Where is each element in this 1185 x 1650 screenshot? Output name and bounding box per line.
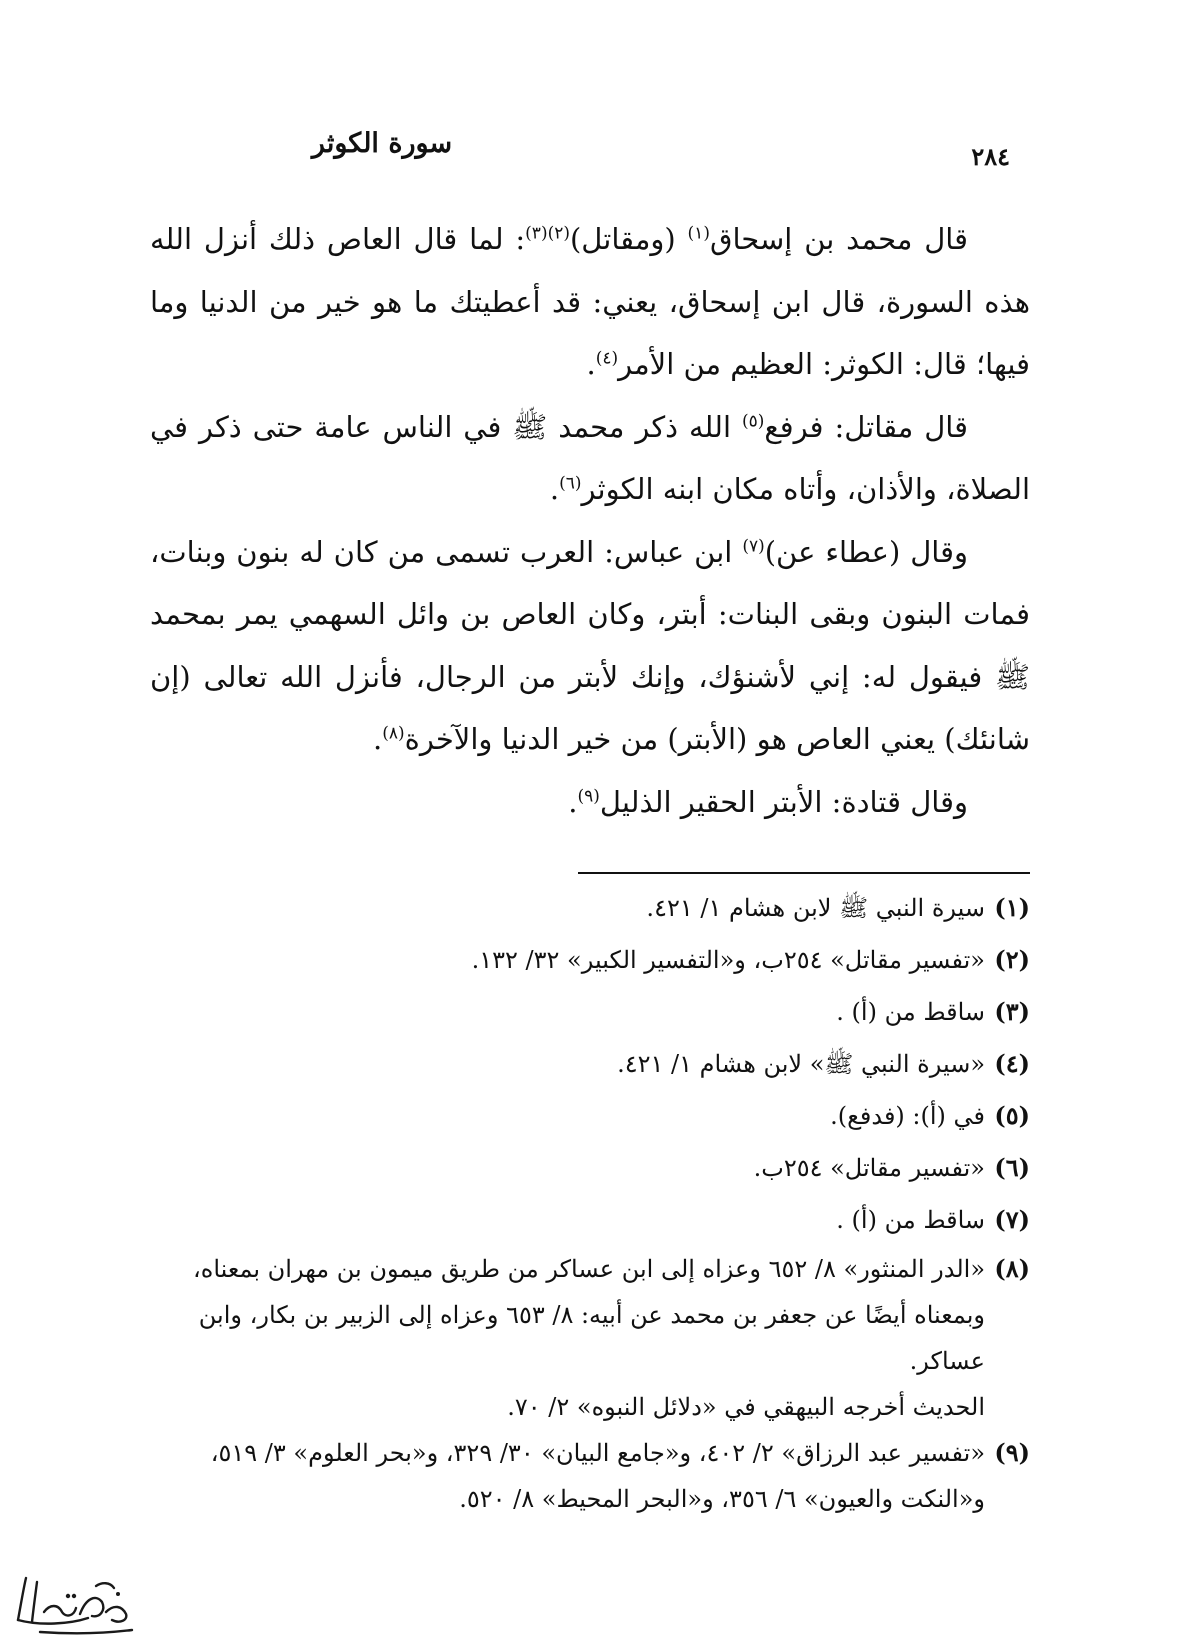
footnote-3 xyxy=(145,986,1030,1038)
footnote-number: (٩) xyxy=(994,1438,1030,1467)
paragraph-4-text-a: وقال قتادة: الأبتر الحقير الذليل xyxy=(599,784,968,819)
footnote-ref-6: (٦) xyxy=(559,473,582,494)
footnote-text: «تفسير مقاتل» ٢٥٤ب، و«التفسير الكبير» ٣٢/ ١٣٢. xyxy=(471,946,985,974)
footnote-8-continuation: الحديث أخرجه البيهقي في «دلائل النبوه» ٢/ ٧٠. xyxy=(507,1393,985,1421)
footnote-text: «الدر المنثور» ٨/ ٦٥٢ وعزاه إلى ابن عساكر من طريق ميمون بن مهران بمعناه، وبمعناه أيضًا عن جعفر بن محمد عن أبيه: ٨/ ٦٥٣ وعزاه إلى الزبير بن بكار، وابن عساكر. xyxy=(193,1255,985,1375)
paragraph-3-text-a: وقال (عطاء عن) xyxy=(764,534,968,569)
footnote-ref-2-3: (٢)(٣) xyxy=(525,223,570,244)
paragraph-3-text-b: ابن عباس: العرب تسمى من كان له بنون وبنات، فمات البنون وبقى البنات: أبتر، وكان العاص بن وائل السهمي يمر بمحمد ﷺ فيقول له: إني لأشنؤك، وإنك لأبتر من الرجال، فأنزل الله تعالى (إن شانئك) يعني العاص هو (الأبتر) من خير الدنيا والآخرة xyxy=(150,534,1030,756)
footnote-9 xyxy=(145,1430,1030,1522)
footnote-text: سيرة النبي ﷺ لابن هشام ١/ ٤٢١. xyxy=(646,894,985,922)
footnote-8 xyxy=(145,1246,1030,1384)
footnote-ref-9: (٩) xyxy=(577,785,600,806)
footnote-ref-7: (٧) xyxy=(742,535,765,556)
paragraph-3-text-c: . xyxy=(373,722,383,756)
footnote-ref-1: (١) xyxy=(687,223,710,244)
footnote-number: (٣) xyxy=(994,997,1030,1026)
footnote-text: ساقط من (أ) . xyxy=(836,998,985,1026)
footnote-text: «تفسير مقاتل» ٢٥٤ب. xyxy=(753,1154,985,1182)
footnote-ref-5: (٥) xyxy=(741,410,765,431)
paragraph-1-text-d: . xyxy=(586,347,596,381)
footnote-number: (٢) xyxy=(994,945,1030,974)
paragraph-1-text-a: قال محمد بن إسحاق xyxy=(709,222,969,256)
paragraph-1 xyxy=(150,208,1030,396)
footnote-text: «تفسير عبد الرزاق» ٢/ ٤٠٢، و«جامع البيان» ٣٠/ ٣٢٩، و«بحر العلوم» ٣/ ٥١٩، و«النكت والعيون» ٦/ ٣٥٦، و«البحر المحيط» ٨/ ٥٢٠. xyxy=(210,1439,985,1513)
paragraph-1-text-c: : لما قال العاص ذلك أنزل الله هذه السورة، قال ابن إسحاق، يعني: قد أعطيتك ما هو خير من الدنيا وما فيها؛ قال: الكوثر: العظيم من الأمر xyxy=(150,222,1030,381)
paragraph-2-text-a: قال مقاتل: فرفع xyxy=(764,409,968,444)
paragraph-3 xyxy=(150,521,1030,771)
paragraph-1-text-b: (ومقاتل) xyxy=(569,222,688,256)
paragraph-4-text-b: . xyxy=(568,784,578,819)
main-text xyxy=(150,208,1030,833)
footnote-1 xyxy=(145,882,1030,934)
publisher-seal-logo xyxy=(10,1568,140,1640)
footnote-5 xyxy=(145,1090,1030,1142)
footnote-number: (٨) xyxy=(994,1254,1030,1283)
paragraph-2-text-c: . xyxy=(549,472,560,506)
footnote-number: (١) xyxy=(994,893,1030,922)
footnote-2 xyxy=(145,934,1030,986)
footnote-number: (٥) xyxy=(994,1101,1030,1130)
paragraph-2-text-b: الله ذكر محمد ﷺ في الناس عامة حتى ذكر في الصلاة، والأذان، وأتاه مكان ابنه الكوثر xyxy=(150,409,1030,506)
footnote-ref-8: (٨) xyxy=(382,723,405,744)
paragraph-2 xyxy=(150,396,1030,521)
page-number: ٢٨٤ xyxy=(971,142,1010,171)
footnote-7 xyxy=(145,1194,1030,1246)
footnote-text: في (أ): (فدفع). xyxy=(830,1102,985,1130)
footnotes xyxy=(145,882,1030,1522)
footnote-text: ساقط من (أ) . xyxy=(836,1206,985,1234)
footnote-6 xyxy=(145,1142,1030,1194)
footnote-text: «سيرة النبي ﷺ» لابن هشام ١/ ٤٢١. xyxy=(617,1050,985,1078)
footnote-number: (٧) xyxy=(994,1205,1030,1234)
footnote-4 xyxy=(145,1038,1030,1090)
footnote-number: (٤) xyxy=(994,1049,1030,1078)
footnote-ref-4: (٤) xyxy=(595,348,619,369)
running-header-title: سورة الكوثر xyxy=(311,128,453,159)
footnote-number: (٦) xyxy=(994,1153,1030,1182)
paragraph-4 xyxy=(150,771,1030,834)
footnote-separator xyxy=(578,872,1030,874)
